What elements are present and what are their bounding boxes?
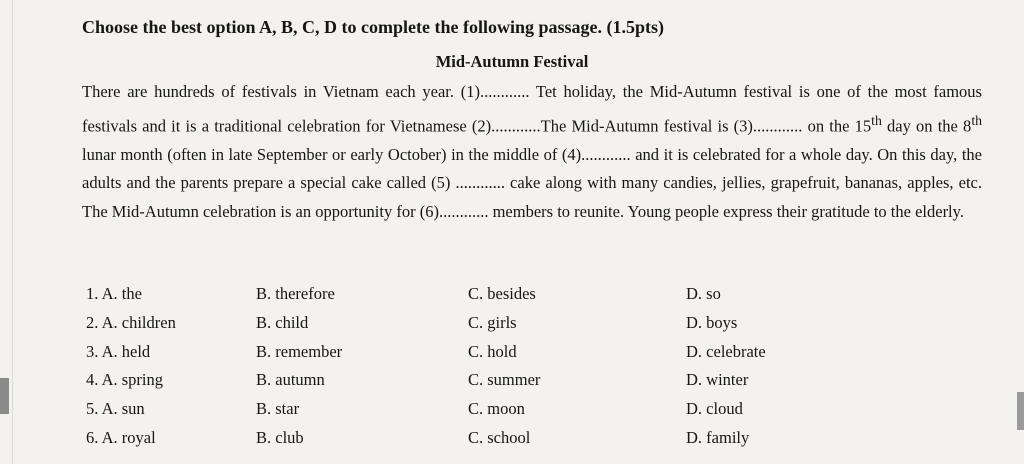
option-d: D. boys [686, 313, 738, 333]
option-d: D. cloud [686, 399, 743, 419]
option-a: 2. A. children [86, 313, 176, 333]
question-row-5 [86, 395, 806, 424]
option-a: 5. A. sun [86, 399, 145, 419]
question-row-2 [86, 309, 806, 338]
passage-segment: There are hundreds of festivals in Vietnam each year. (1) [82, 82, 480, 101]
blank-3: ............ [752, 116, 803, 135]
option-b: B. child [256, 313, 309, 333]
blank-2: ............ [491, 116, 541, 135]
option-d: D. so [686, 284, 721, 304]
option-c: C. school [468, 427, 531, 447]
right-edge-mark [1017, 392, 1024, 430]
option-c: C. moon [468, 399, 525, 419]
question-row-3 [86, 337, 806, 366]
passage-text [82, 78, 982, 226]
answer-options [86, 280, 806, 452]
option-c: C. girls [468, 313, 517, 333]
passage-segment: on the 15 [802, 116, 872, 135]
blank-6: ............ [438, 201, 489, 221]
ordinal-suffix: th [871, 112, 882, 128]
passage-segment: lunar month (often in late September or early October) in the middle of (4) [82, 144, 582, 164]
blank-5: ............ [455, 173, 505, 192]
option-c: C. besides [468, 284, 536, 304]
passage-segment: members to reunite. Young people express their gratitude to the elderly. [488, 201, 964, 221]
option-a: 1. A. the [86, 284, 142, 304]
passage-segment: and it is celebrated for a whole day. On this day, the adults and the parents prepare a special cake called (5) [82, 144, 982, 192]
passage-title: Mid-Autumn Festival [435, 52, 589, 71]
option-a: 3. A. held [86, 341, 151, 361]
option-b: B. club [256, 427, 304, 447]
question-row-1 [86, 280, 806, 309]
option-b: B. star [256, 399, 300, 419]
exercise-heading: Choose the best option A, B, C, D to complete the following passage. (1.5pts) [82, 17, 664, 37]
passage-segment: day on the 8 [881, 116, 972, 135]
option-a: 4. A. spring [86, 370, 164, 390]
ordinal-suffix: th [971, 112, 983, 128]
question-row-6 [86, 423, 806, 452]
passage-segment: Tet holiday, the Mid-Autumn festival is one of the most famous festivals and it is a traditional celebration for Vietnamese (2) [82, 82, 982, 135]
option-c: C. summer [468, 370, 541, 390]
blank-4: ............ [581, 144, 631, 164]
option-d: D. winter [686, 370, 749, 390]
option-d: D. celebrate [686, 341, 766, 361]
question-row-4 [86, 366, 806, 395]
option-b: B. therefore [256, 284, 335, 304]
option-c: C. hold [468, 341, 517, 361]
passage-segment: The Mid-Autumn festival is (3) [540, 116, 753, 135]
option-b: B. remember [256, 341, 343, 361]
option-b: B. autumn [256, 370, 325, 390]
blank-1: ............ [479, 82, 530, 101]
passage-segment: cake along with many candies, jellies, grapefruit, bananas, apples, etc. The Mid-Autumn celebration is an opportunity for (6) [82, 173, 982, 221]
left-edge-mark [0, 378, 9, 414]
option-a: 6. A. royal [86, 427, 156, 447]
option-d: D. family [686, 427, 750, 447]
